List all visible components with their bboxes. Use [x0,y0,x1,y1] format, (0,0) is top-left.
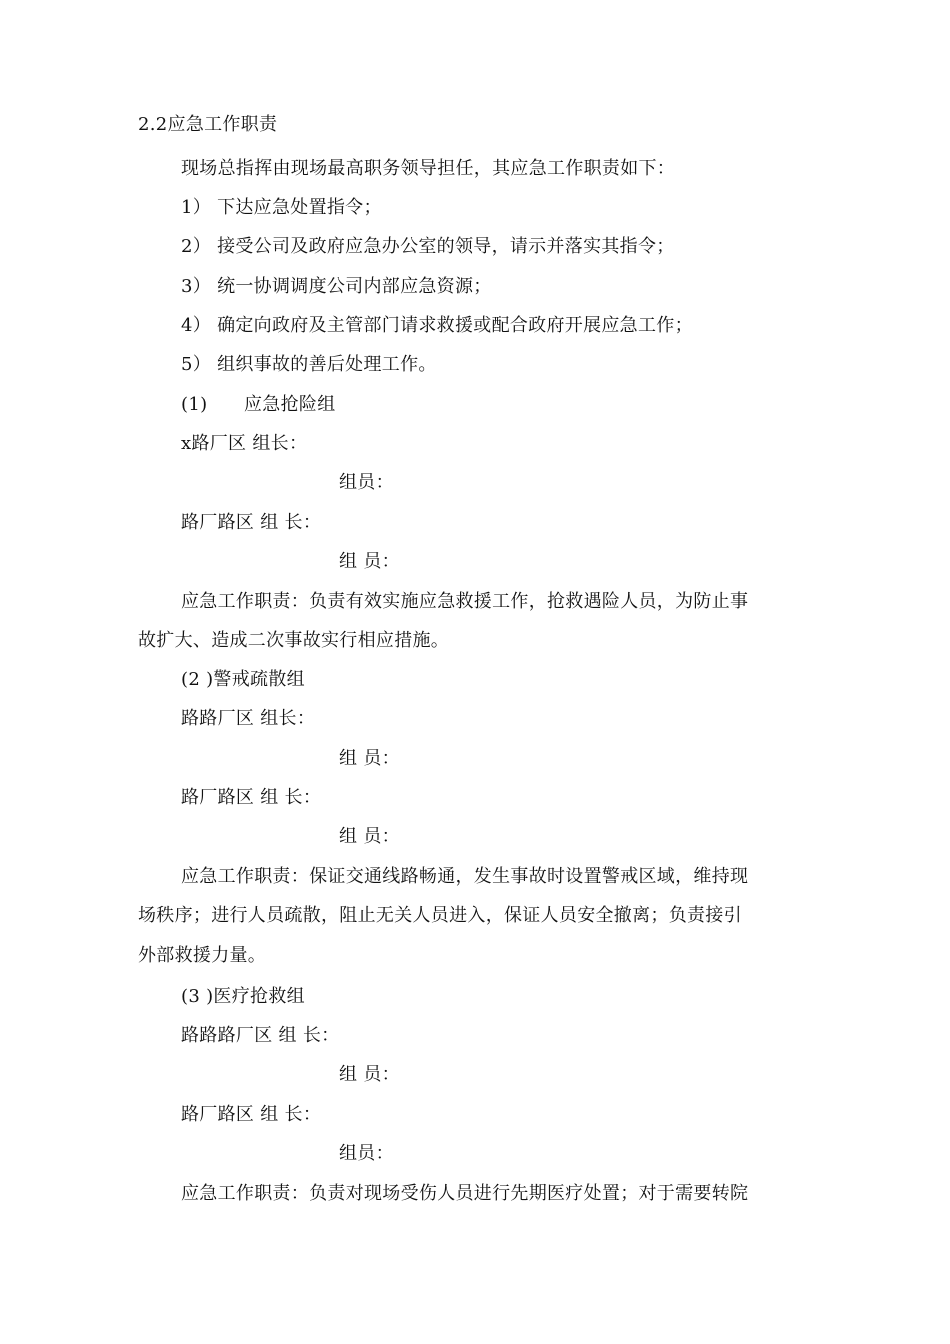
group-leader-line: 路厂路区 组 长： [181,1104,322,1125]
group-duty-text: 应急工作职责：保证交通线路畅通，发生事故时设置警戒区域，维持现 [181,866,749,887]
group-title: (2 )警戒疏散组 [181,669,305,690]
section-heading: 2.2应急工作职责 [138,114,278,135]
group-member-line: 组 员： [339,1064,400,1085]
group-duty-text: 应急工作职责：负责对现场受伤人员进行先期医疗处置；对于需要转院 [181,1183,749,1204]
group-duty-text: 外部救援力量。 [138,945,267,966]
group-member-line: 组 员： [339,826,400,847]
duty-item: 5） 组织事故的善后处理工作。 [181,354,437,375]
group-duty-text: 应急工作职责：负责有效实施应急救援工作，抢救遇险人员，为防止事 [181,591,749,612]
duty-item: 2） 接受公司及政府应急办公室的领导，请示并落实其指令； [181,236,675,257]
group-leader-line: 路厂路区 组 长： [181,787,322,808]
group-member-line: 组员： [339,1143,394,1164]
group-title: (1) 应急抢险组 [181,394,336,415]
group-leader-line: 路路厂区 组长： [181,708,316,729]
group-leader-line: x路厂区 组长： [181,433,308,454]
group-duty-text: 故扩大、造成二次事故实行相应措施。 [138,630,450,651]
group-member-line: 组 员： [339,748,400,769]
group-leader-line: 路路路厂区 组 长： [181,1025,340,1046]
intro-paragraph: 现场总指挥由现场最高职务领导担任，其应急工作职责如下： [181,158,676,179]
group-duty-text: 场秩序；进行人员疏散，阻止无关人员进入，保证人员安全撤离；负责接引 [138,905,742,926]
duty-item: 4） 确定向政府及主管部门请求救援或配合政府开展应急工作； [181,315,693,336]
group-member-line: 组员： [339,472,394,493]
group-title: (3 )医疗抢救组 [181,986,305,1007]
group-member-line: 组 员： [339,551,400,572]
duty-item: 3） 统一协调调度公司内部应急资源； [181,276,492,297]
group-leader-line: 路厂路区 组 长： [181,512,322,533]
duty-item: 1） 下达应急处置指令； [181,197,382,218]
